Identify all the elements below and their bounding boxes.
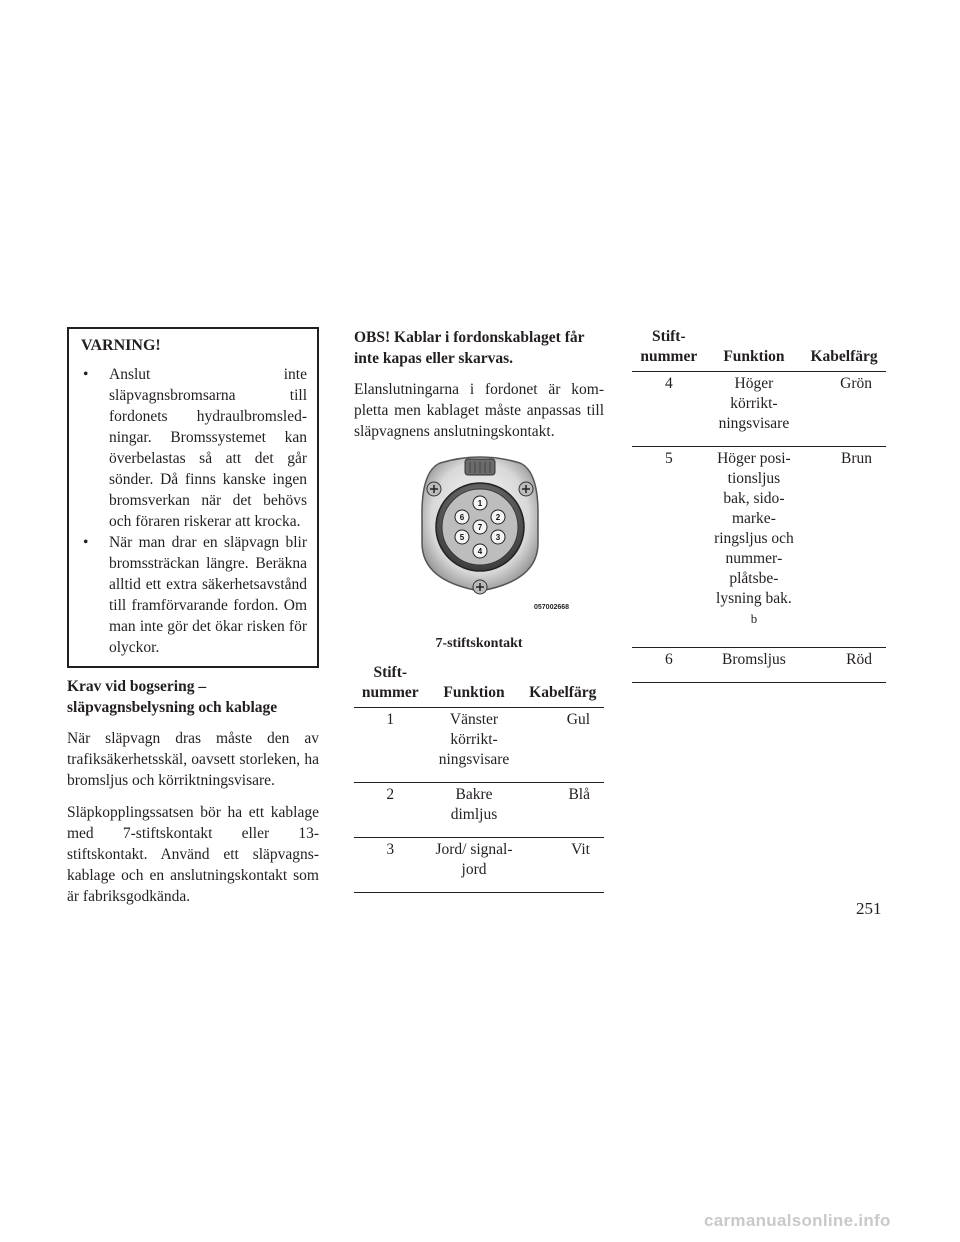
pin-cell: 4 — [632, 372, 706, 447]
page-number: 251 — [856, 899, 882, 918]
pin-cell: 2 — [354, 783, 427, 838]
function-cell: Bakre dimljus — [427, 783, 522, 838]
header-pin: Stiftnummer — [632, 327, 706, 372]
figure-code: 057002668 — [534, 604, 570, 611]
function-cell — [706, 447, 803, 648]
warning-item-text: Anslut inte släpvagnsbromsarna till fordonets hydraulbromsledningar. Bromssystemet kan överbelastas så att det går sönder. Då finns kanske ingen bromsverkan när det behövs och föraren riskerar att krocka. — [109, 366, 307, 530]
paragraph: Släpkopplingssatsen bör ha ett kablage med 7-stiftskontakt eller 13-stiftskontakt. Använd ett släpvagnskablage och en anslutningskontakt som är fabriksgodkända. — [67, 804, 319, 905]
pin-label: 5 — [459, 533, 465, 542]
pin-table-left — [354, 663, 604, 893]
pin-cell: 3 — [354, 838, 427, 893]
warning-item — [81, 532, 307, 658]
header-pin: Stiftnummer — [354, 663, 427, 708]
pin-label: 7 — [477, 523, 483, 532]
watermark: carmanualsonline.info — [704, 1211, 891, 1230]
pin-label: 6 — [459, 513, 465, 522]
table-row — [632, 648, 886, 683]
function-cell: Bromsljus — [706, 648, 803, 683]
color-cell: Grön — [802, 372, 886, 447]
color-cell: Gul — [522, 708, 605, 783]
function-cell: Höger körriktningsvisare — [706, 372, 803, 447]
obs-heading: OBS! Kablar i fordonskablaget får inte kapas eller skarvas. — [354, 329, 585, 367]
warning-title: VARNING! — [81, 337, 161, 354]
pin-label: 1 — [477, 499, 483, 508]
header-color: Kabelfärg — [802, 327, 886, 372]
table-row — [354, 838, 604, 893]
warning-box — [67, 327, 319, 668]
section-heading: Krav vid bogsering – släpvagnsbelysning och kablage — [67, 678, 278, 716]
pin-label: 3 — [495, 533, 501, 542]
pin-label: 4 — [477, 547, 483, 556]
pin-label: 2 — [495, 513, 501, 522]
color-cell: Brun — [802, 447, 886, 648]
function-text: Höger positionsljus bak, sidomarkeringsljus och nummerplåtsbelysning bak. — [714, 450, 794, 607]
pin-table-right — [632, 327, 886, 683]
column-middle — [354, 327, 604, 893]
column-left — [67, 327, 319, 918]
paragraph: Elanslutningarna i fordonet är kompletta men kablaget måste anpassas till släpvagnens anslutningskontakt. — [354, 381, 604, 440]
function-cell: Vänster körriktningsvisare — [427, 708, 522, 783]
paragraph: När släpvagn dras måste den av trafiksäkerhetsskäl, oavsett storleken, ha bromsljus och körriktningsvisare. — [67, 730, 319, 789]
header-function: Funktion — [427, 663, 522, 708]
connector-figure — [354, 453, 604, 653]
warning-list — [81, 364, 307, 658]
color-cell: Blå — [522, 783, 605, 838]
seven-pin-connector-illustration — [420, 453, 540, 603]
bullet-icon: • — [83, 366, 89, 383]
pin-cell: 1 — [354, 708, 427, 783]
color-cell: Röd — [802, 648, 886, 683]
pin-cell: 5 — [632, 447, 706, 648]
table-row — [354, 783, 604, 838]
color-cell: Vit — [522, 838, 605, 893]
column-right — [632, 327, 886, 683]
header-color: Kabelfärg — [522, 663, 605, 708]
warning-item-text: När man drar en släpvagn blir bromssträckan längre. Beräkna alltid ett extra säkerhetsavstånd till framförvarande fordon. Om man inte gör det ökar risken för olyckor. — [109, 534, 307, 656]
bullet-icon: • — [83, 534, 89, 551]
pin-cell: 6 — [632, 648, 706, 683]
table-row — [632, 372, 886, 447]
warning-item — [81, 364, 307, 532]
table-row — [632, 447, 886, 648]
header-function: Funktion — [706, 327, 803, 372]
table-row — [354, 708, 604, 783]
function-cell: Jord/ signaljord — [427, 838, 522, 893]
footnote-marker: b — [750, 611, 758, 626]
figure-caption: 7-stiftskontakt — [435, 636, 523, 651]
